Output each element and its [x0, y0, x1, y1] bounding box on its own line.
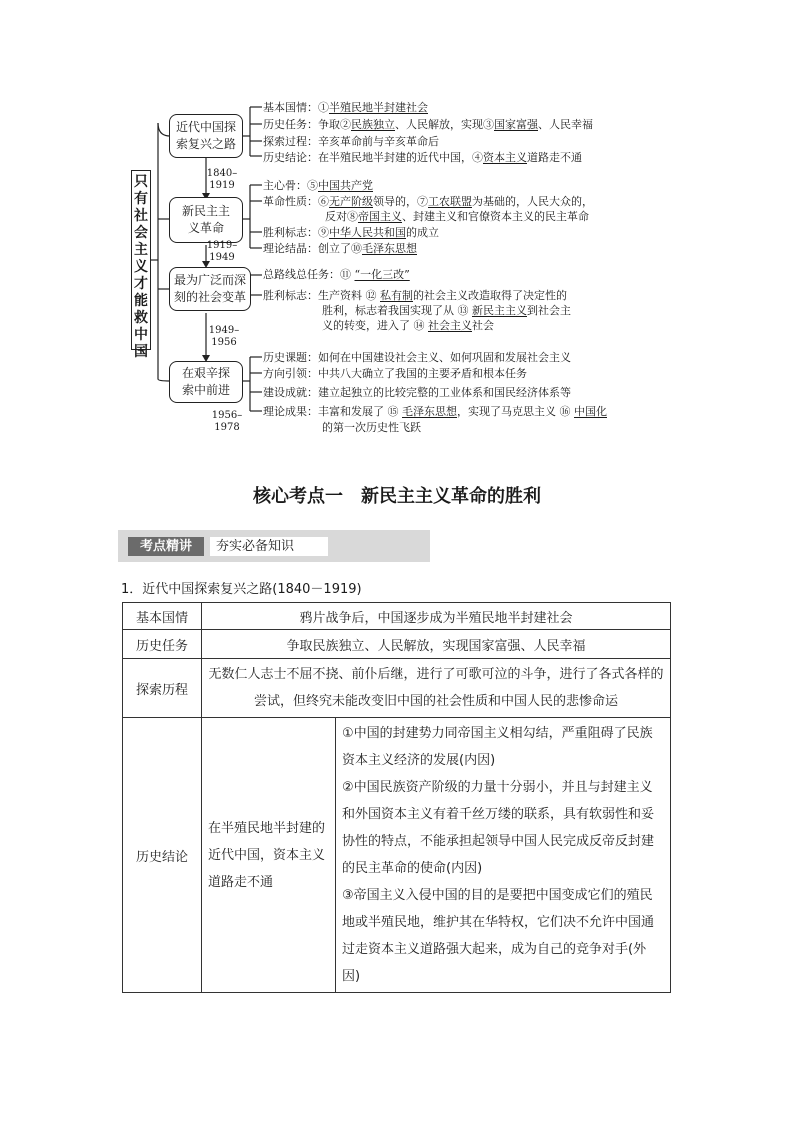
- year-label-2: 1919– 1949: [206, 240, 238, 263]
- branch4-item: 建设成就：建立起独立的比较完整的工业体系和国民经济体系等: [263, 386, 571, 399]
- table-cell: 无数仁人志士不屈不挠、前仆后继，进行了可歌可泣的斗争，进行了各式各样的尝试，但终究未能改变旧中国的社会性质和中国人民的悲惨命运: [202, 659, 671, 718]
- table-row: [123, 659, 671, 718]
- stage-box-1: 近代中国探 索复兴之路: [169, 114, 243, 158]
- reason-item: ①中国的封建势力同帝国主义相勾结，严重阻碍了民族资本主义经济的发展(内因): [342, 726, 653, 768]
- table-head-cell: 探索历程: [123, 659, 202, 718]
- stage-box-4: 在艰辛探 索中前进: [169, 361, 243, 403]
- branch4-item: 的第一次历史性飞跃: [322, 421, 421, 434]
- table-summary-cell: 在半殖民地半封建的近代中国，资本主义道路走不通: [202, 718, 336, 993]
- table-row: [123, 603, 671, 630]
- branch2-item: 理论结晶：创立了⑩毛泽东思想: [263, 242, 417, 255]
- section-banner: [118, 530, 430, 562]
- table-reasons-cell: [336, 718, 671, 993]
- branch1-item: 历史任务：争取②民族独立、人民解放，实现③国家富强、人民幸福: [263, 118, 593, 131]
- banner-tag: 考点精讲: [128, 537, 204, 556]
- stage-box-2: 新民主主 义革命: [169, 197, 243, 243]
- year-label-1: 1840– 1919: [206, 168, 238, 191]
- table-head-cell: 历史任务: [123, 630, 202, 659]
- branch2-item: 反对⑧帝国主义、封建主义和官僚资本主义的民主革命: [325, 210, 589, 223]
- stage-box-3: 最为广泛而深 刻的社会变革: [169, 267, 251, 311]
- reason-item: ③帝国主义入侵中国的目的是要把中国变成它们的殖民地或半殖民地，维护其在华特权，它们决不允许中国通过走资本主义道路强大起来，成为自己的竞争对手(外因): [342, 888, 655, 984]
- branch3-item: 胜利标志：生产资料 ⑫ 私有制的社会主义改造取得了决定性的: [263, 289, 567, 302]
- branch4-item: 历史课题：如何在中国建设社会主义、如何巩固和发展社会主义: [263, 351, 571, 364]
- table-cell: 鸦片战争后，中国逐步成为半殖民地半封建社会: [202, 603, 671, 630]
- reason-item: ②中国民族资产阶级的力量十分弱小，并且与封建主义和外国资本主义有着千丝万缕的联系，具有软弱性和妥协性的特点，不能承担起领导中国人民完成反帝反封建的民主革命的使命(内因): [342, 780, 655, 876]
- branch1-item: 历史结论：在半殖民地半封建的近代中国，④资本主义道路走不通: [263, 151, 582, 164]
- branch1-item: 基本国情：①半殖民地半封建社会: [263, 101, 428, 114]
- diagram-vertical-title: 只 有 社 会 主 义 才 能 救 中 国: [131, 170, 151, 350]
- year-label-4: 1956– 1978: [211, 410, 243, 433]
- table-head-cell: 基本国情: [123, 603, 202, 630]
- branch3-item: 胜利，标志着我国实现了从 ⑬ 新民主主义到社会主: [322, 304, 571, 317]
- section-title: 1．近代中国探索复兴之路(1840－1919): [121, 582, 362, 597]
- branch2-item: 胜利标志：⑨中华人民共和国的成立: [263, 226, 439, 239]
- table-row: [123, 718, 671, 993]
- branch4-item: 方向引领：中共八大确立了我国的主要矛盾和根本任务: [263, 367, 527, 380]
- table-head-cell: 历史结论: [123, 718, 202, 993]
- branch2-item: 主心骨：⑤中国共产党: [263, 179, 373, 192]
- branch4-item: 理论成果：丰富和发展了 ⑮ 毛泽东思想，实现了马克思主义 ⑯ 中国化: [263, 405, 607, 418]
- table-row: [123, 630, 671, 659]
- banner-subtitle: 夯实必备知识: [210, 537, 328, 556]
- year-label-3: 1949– 1956: [208, 325, 240, 348]
- branch3-item: 义的转变，进入了 ⑭ 社会主义社会: [322, 319, 494, 332]
- branch2-item: 革命性质：⑥无产阶级领导的，⑦工农联盟为基础的，人民大众的，: [263, 195, 593, 208]
- content-table: [122, 602, 671, 993]
- branch3-item: 总路线总任务：⑪ “一化三改”: [263, 268, 410, 281]
- page-title: 核心考点一 新民主主义革命的胜利: [253, 486, 541, 507]
- branch1-item: 探索过程：辛亥革命前与辛亥革命后: [263, 135, 439, 148]
- table-cell: 争取民族独立、人民解放，实现国家富强、人民幸福: [202, 630, 671, 659]
